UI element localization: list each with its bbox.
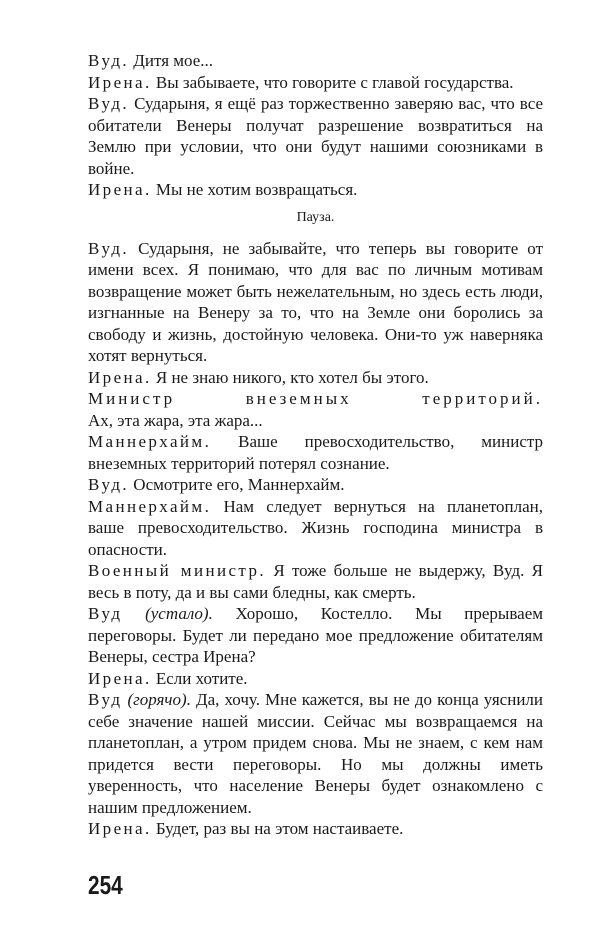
speech: Хорошо, Костелло. Мы прерываем переговоры. Будет ли передано мое предложение обитателям Венеры, сестра Ирена?: [88, 604, 543, 666]
speaker-word: Министр: [88, 389, 176, 408]
line-irena-1: [88, 72, 543, 94]
line-wood-6: [88, 689, 543, 818]
speech: Если хотите.: [155, 668, 248, 688]
speech: Сударыня, не забывайте, что теперь вы говорите от имени всех. Я понимаю, что для вас по личным мотивам возвращение может быть нежелательным, но здесь есть люди, изгнанные на Венеру за то, что на Земле они боролись за свободу и жизнь, достойную человека. Они-то уж наверняка хотят вернуться.: [88, 238, 543, 365]
speech: Будет, раз вы на этом настаиваете.: [155, 819, 404, 838]
line-wood-4: [88, 474, 543, 496]
speaker: Ирена.: [88, 367, 152, 387]
speech: Нам следует вернуться на планетоплан, ваше превосходительство. Жизнь господина министра в опасности.: [88, 496, 543, 559]
speaker: Вуд: [88, 690, 123, 709]
speaker-word: территорий.: [422, 389, 543, 408]
speaker: Маннерхайм.: [88, 496, 212, 516]
speech: Сударыня, я ещё раз торжественно заверяю вас, что все обитатели Венеры получат разрешение возвратиться на Землю при условии, что они будут нашими союзниками в войне.: [88, 94, 544, 178]
line-wood-5: [88, 603, 543, 668]
line-war-minister: [88, 560, 543, 603]
speech: Ваше превосходительство, министр внеземных территорий потерял сознание.: [88, 432, 543, 473]
line-mannerheim-1: [88, 431, 543, 474]
speaker: Ирена.: [88, 819, 152, 838]
line-irena-5: [88, 818, 543, 840]
line-minister-territories: [88, 388, 543, 431]
line-irena-3: [88, 367, 543, 389]
line-mannerheim-2: [88, 496, 543, 561]
speech: Я не знаю никого, кто хотел бы этого.: [155, 367, 429, 387]
speaker-word: внеземных: [245, 389, 352, 408]
speaker: Вуд: [88, 604, 123, 623]
speech: Осмотрите его, Маннерхайм.: [133, 475, 345, 494]
stage-direction: (горячо).: [127, 690, 191, 709]
speaker: Маннерхайм.: [88, 432, 212, 451]
speaker: Ирена.: [88, 72, 152, 92]
speaker: Ирена.: [88, 180, 152, 199]
speech: Да, хочу. Мне кажется, вы не до конца уяснили себе значение нашей миссии. Сейчас мы возвращаемся на планетоплан, а утром придем снова. Мы не знаем, с кем нам придется вести переговоры. Но мы должны иметь уверенность, что население Венеры будет ознакомлено с нашим предложением.: [88, 690, 543, 817]
speaker: [88, 388, 543, 410]
speaker: Ирена.: [88, 668, 152, 688]
line-wood-1: [88, 50, 543, 72]
speaker: Вуд.: [88, 94, 130, 113]
page-number: 254: [88, 870, 123, 900]
speech: Я тоже больше не выдержу, Вуд. Я весь в поту, да и вы сами бледны, как смерть.: [88, 561, 543, 602]
speech: Мы не хотим возвращаться.: [155, 180, 358, 199]
speech: Ах, эта жара, эта жара...: [88, 410, 263, 430]
speaker: Вуд.: [88, 475, 130, 494]
speech: Вы забываете, что говорите с главой государства.: [155, 72, 514, 92]
stage-direction-pause: Пауза.: [296, 209, 335, 225]
speaker: Вуд.: [88, 238, 130, 258]
stage-direction: (устало).: [145, 604, 213, 623]
line-irena-2: [88, 179, 543, 201]
line-wood-2: [88, 93, 543, 179]
page-body: [88, 50, 543, 840]
line-wood-3: [88, 238, 543, 367]
speaker: Вуд.: [88, 51, 130, 70]
speech: Дитя мое...: [133, 51, 214, 70]
line-irena-4: [88, 668, 543, 690]
speaker: Военный министр.: [88, 561, 266, 580]
